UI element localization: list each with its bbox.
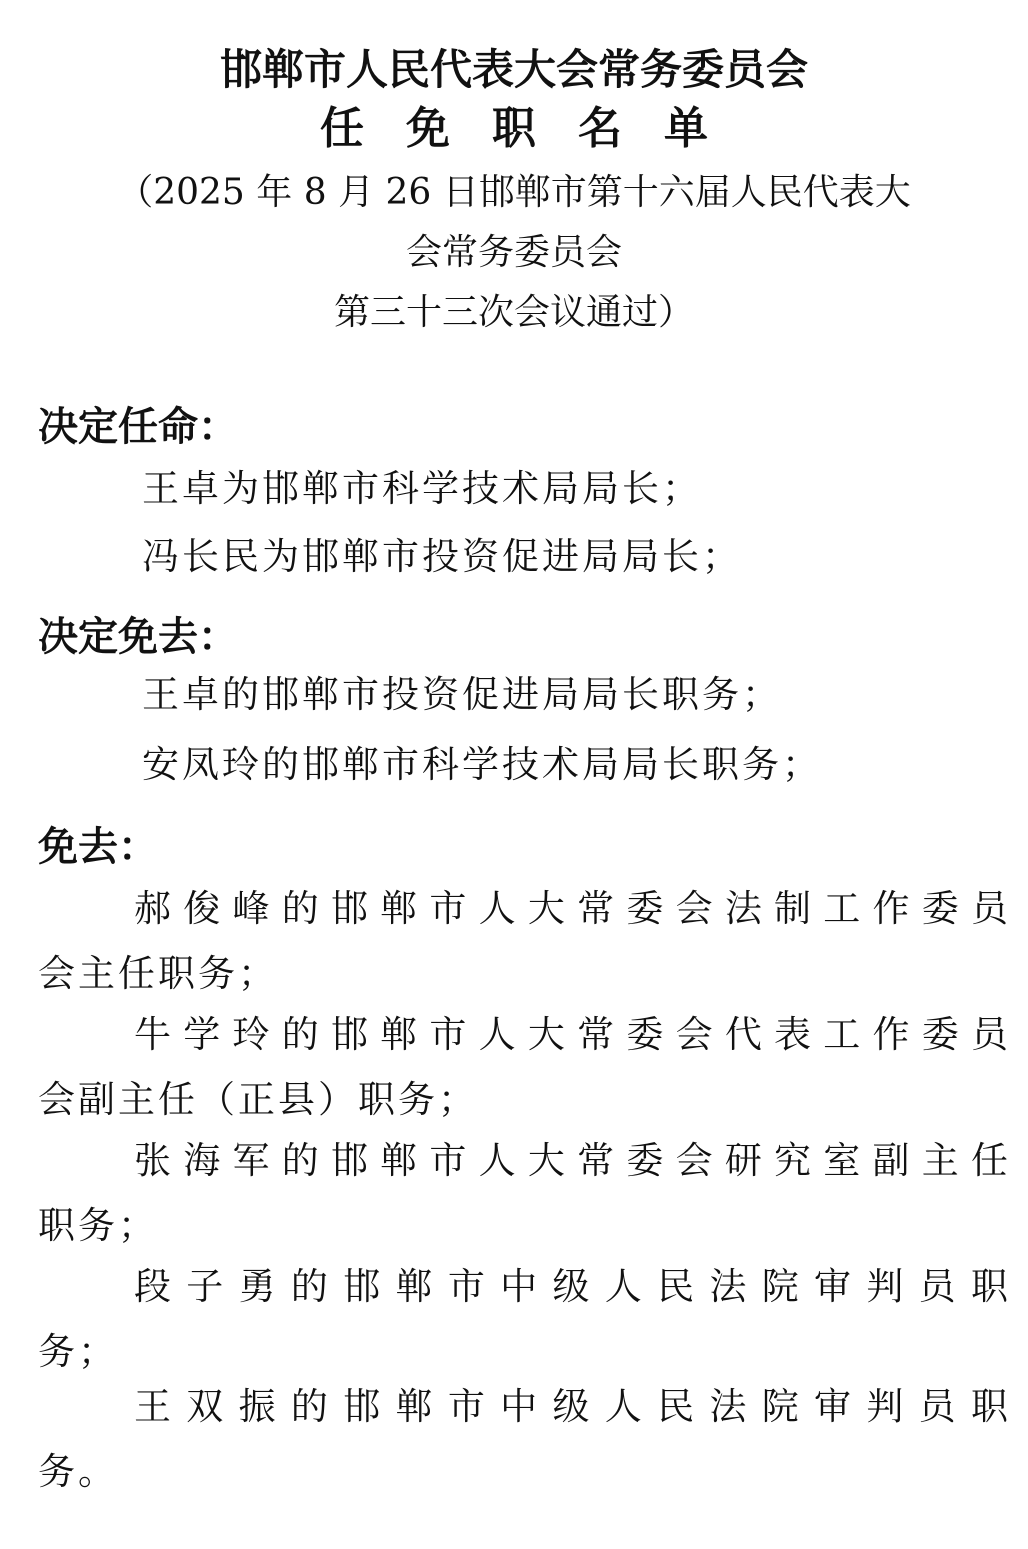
- meeting-note-line-2: 会常务委员会: [405, 232, 622, 273]
- decide-dismiss-item: 安凤玲的邯郸市科学技术局局长职务；: [142, 743, 822, 786]
- document-title: 邯郸市人民代表大会常务委员会: [219, 45, 808, 94]
- dismiss-item-line-1: 段子勇的邯郸市中级人民法院审判员职: [134, 1265, 1008, 1308]
- dismiss-item-line-2: 务。: [38, 1450, 118, 1493]
- dismiss-item-line-2: 职务；: [38, 1204, 158, 1247]
- dismiss-item-line-2: 会副主任（正县）职务；: [38, 1078, 478, 1121]
- meeting-note-line-1: （2025 年 8 月 26 日邯郸市第十六届人民代表大: [117, 172, 911, 213]
- document-subtitle-list: 任免职名单: [320, 103, 750, 154]
- appoint-item: 冯长民为邯郸市投资促进局局长；: [142, 535, 742, 578]
- section-heading-appoint: 决定任命：: [38, 403, 238, 450]
- dismiss-item: [38, 1138, 1008, 1249]
- section-heading-dismiss: 免去：: [38, 823, 158, 870]
- dismiss-item-line-1: 张海军的邯郸市人大常委会研究室副主任: [134, 1139, 1008, 1182]
- dismiss-item-line-2: 务；: [38, 1330, 118, 1373]
- section-heading-decide-dismiss: 决定免去：: [38, 613, 238, 660]
- dismiss-item-line-1: 王双振的邯郸市中级人民法院审判员职: [134, 1385, 1008, 1428]
- appoint-item: 王卓为邯郸市科学技术局局长；: [142, 467, 702, 510]
- dismiss-item-line-2: 会主任职务；: [38, 952, 278, 995]
- decide-dismiss-item: 王卓的邯郸市投资促进局局长职务；: [142, 673, 782, 716]
- meeting-note-line-3: 第三十三次会议通过）: [333, 292, 694, 333]
- dismiss-item-line-1: 郝俊峰的邯郸市人大常委会法制工作委员: [134, 887, 1008, 930]
- dismiss-item: [38, 886, 1008, 997]
- dismiss-item: [38, 1264, 1008, 1375]
- dismiss-item: [38, 1012, 1008, 1123]
- dismiss-item: [38, 1384, 1008, 1495]
- dismiss-item-line-1: 牛学玲的邯郸市人大常委会代表工作委员: [134, 1013, 1008, 1056]
